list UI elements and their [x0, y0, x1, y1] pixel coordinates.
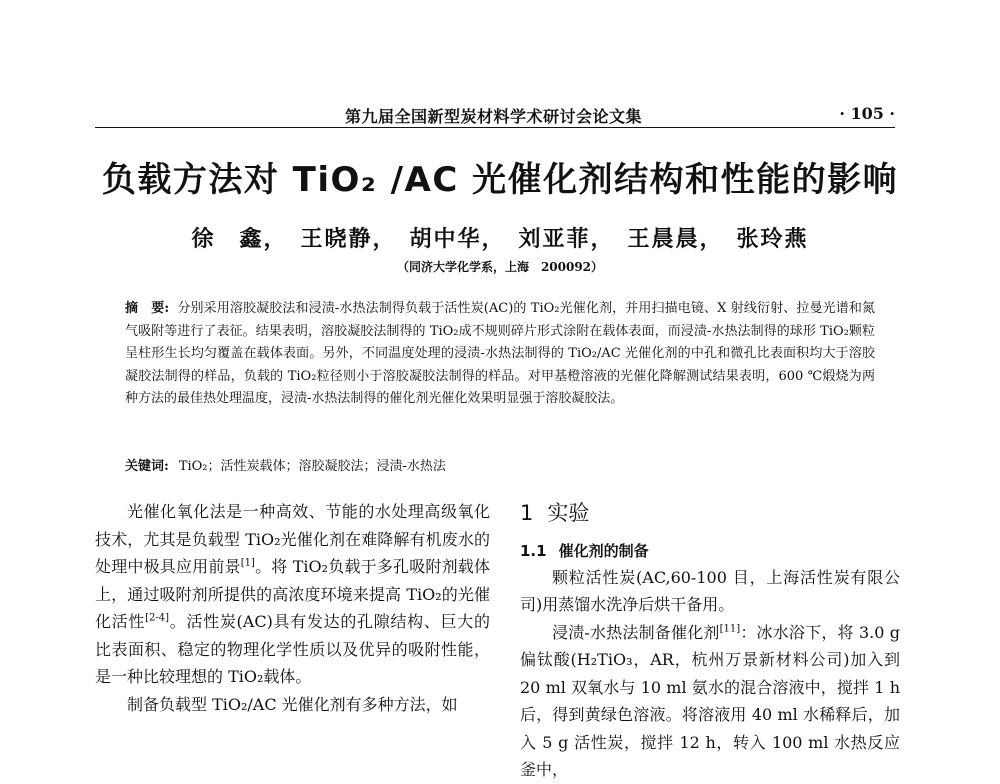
section-number: 1 [520, 501, 534, 525]
keywords-label: 关键词: [125, 459, 169, 474]
intro-paragraph-2: 制备负载型 TiO₂/AC 光催化剂有多种方法，如 [127, 694, 458, 714]
section-heading [520, 500, 900, 528]
subsection-heading [520, 538, 900, 564]
abstract [125, 298, 875, 411]
header-rule [95, 127, 895, 128]
running-title: 第九届全国新型炭材料学术研讨会论文集 [345, 107, 643, 126]
subsection-number: 1.1 [520, 541, 547, 560]
abstract-text: 分别采用溶胶凝胶法和浸渍-水热法制得负载于活性炭(AC)的 TiO₂光催化剂，并用扫描电镜、X 射线衍射、拉曼光谱和氮气吸附等进行了表征。结果表明，溶胶凝胶法制得的 TiO₂成不规则碎片形式涂附在载体表面，而浸渍-水热法制得的球形 TiO₂颗粒呈柱形生长均匀覆盖在载体表面。另外，不同温度处理的浸渍-水热法制得的 TiO₂/AC 光催化剂的中孔和微孔比表面积均大于溶胶凝胶法制得的样品，负载的 TiO₂粒径则小于溶胶凝胶法制得的样品。对甲基橙溶液的光催化降解测试结果表明，600 ℃煅烧为两种方法的最佳热处理温度，浸渍-水热法制得的催化剂光催化效果明显强于溶胶凝胶法。 [125, 301, 875, 406]
method-paragraph-1: 颗粒活性炭(AC,60-100 目，上海活性炭有限公司)用蒸馏水洗净后烘干备用。 [520, 567, 900, 614]
affiliation: （同济大学化学系，上海 200092） [396, 260, 604, 274]
page-number: · 105 · [839, 104, 895, 123]
left-column [95, 498, 490, 718]
right-column [520, 500, 900, 784]
author-list: 徐 鑫， 王晓静， 胡中华， 刘亚菲， 王晨晨， 张玲燕 [191, 226, 809, 252]
intro-paragraph-1: 光催化氧化法是一种高效、节能的水处理高级氧化技术，尤其是负载型 TiO₂光催化剂在难降解有机废水的处理中极具应用前景[1]。将 TiO₂负载于多孔吸附剂载体上，通过吸附剂所提供的高浓度环境来提高 TiO₂的光催化活性[2-4]。活性炭(AC)具有发达的孔隙结构、巨大的比表面积、稳定的物理化学性质以及优异的吸附性能，是一种比较理想的 TiO₂载体。 [95, 502, 490, 686]
section-title: 实验 [547, 501, 590, 525]
subsection-title: 催化剂的制备 [558, 541, 649, 560]
citation: [1] [240, 557, 255, 569]
keywords [125, 456, 875, 478]
citation: [2-4] [145, 612, 170, 624]
citation: [11] [719, 623, 741, 635]
paper-title: 负载方法对 TiO₂ /AC 光催化剂结构和性能的影响 [101, 160, 899, 200]
keywords-text: TiO₂；活性炭载体；溶胶凝胶法；浸渍-水热法 [178, 459, 446, 474]
abstract-label: 摘 要: [125, 301, 170, 316]
method-paragraph-2: 浸渍-水热法制备催化剂[11]：冰水浴下，将 3.0 g 偏钛酸(H₂TiO₃，AR，杭州万景新材料公司)加入到 20 ml 双氧水与 10 ml 氨水的混合溶液中，搅拌 1 h 后，得到黄绿色溶液。将溶液用 40 ml 水稀释后，加入 5 g 活性炭，搅拌 12 h，转入 100 ml 水热反应釜中， [520, 622, 900, 779]
running-header [95, 104, 895, 126]
